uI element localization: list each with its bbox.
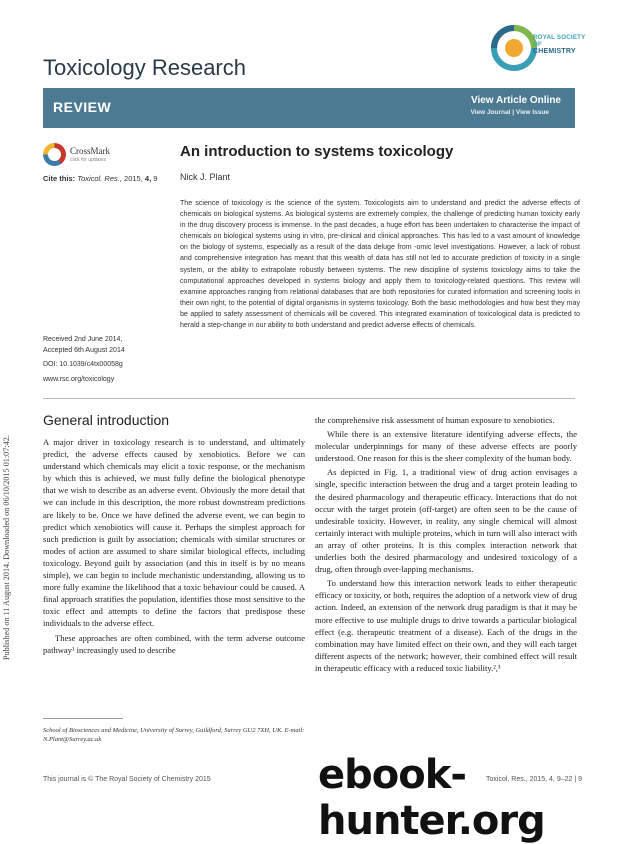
- paragraph: These approaches are often combined, with the term adverse outcome pathway¹ increasingly used to describe: [43, 632, 305, 655]
- article-title: An introduction to systems toxicology: [180, 143, 454, 160]
- author-name: Nick J. Plant: [180, 172, 231, 182]
- crossmark-sublabel: click for updates: [70, 157, 107, 163]
- accepted-date: Accepted 6th August 2014: [43, 346, 125, 354]
- article-type-label: REVIEW: [53, 99, 112, 115]
- watermark: ebook-hunter.org: [318, 752, 545, 844]
- paragraph: To understand how this interaction network leads to either therapeutic efficacy or toxicity, or both, requires the adoption of a network view of drug action. Indeed, an extension of the network drug paradigm is that it may be more effective to use multiple drugs to drive towards a particular biological effect (e.g. therapeutic treatment of a disease). Each of the drugs in the combination may have limited effect on their own, and they will each target different aspects of the network; however, their combined effect will result in therapeutic efficacy with a reduced toxic liability.²,³: [315, 578, 577, 673]
- section-heading: General introduction: [43, 412, 170, 428]
- doi[interactable]: DOI: 10.1039/c4tx00058g: [43, 361, 123, 368]
- footer-copyright: This journal is © The Royal Society of Chemistry 2015: [43, 776, 211, 783]
- paragraph: the comprehensive risk assessment of human exposure to xenobiotics.: [315, 415, 555, 425]
- section-divider: [43, 398, 575, 399]
- journal-title: Toxicology Research: [43, 55, 246, 80]
- view-issue-link[interactable]: View Issue: [515, 109, 549, 116]
- paragraph: While there is an extensive literature identifying adverse effects, the molecular underpinnings for many of these adverse effects are poorly understood. One reason for this is the sheer complexity of the human body.: [315, 429, 577, 464]
- footnote-rule: [43, 718, 123, 719]
- footer-page-info: Toxicol. Res., 2015, 4, 9–22 | 9: [486, 776, 582, 783]
- paragraph: A major driver in toxicology research is to understand, and ultimately predict, the adverse effects caused by xenobiotics. Before we can understand which chemicals may elicit a toxic response, or the mechanism by which this is achieved, we must fully define the biological phenotype that we wish to describe as an adverse event. Obviously the more detail that we can include in this description, the more robust downstream predictions are likely to be. Once we have defined the adverse event, we can begin to predict which xenobiotics will cause it. Perhaps the simplest approach for such prediction is guilt by association; chemicals with similar structures or modes of action are assumed to share similar biological effects, including toxicology. Beyond guilt by association (and this in itself is by no means simple), we can begin to include mechanistic understanding, allowing us to more fully examine the likelihood that a toxic behaviour could be caused. A final approach stratifies the population, identifies those most sensitive to the toxic effect and attempts to define the factors that predispose these individuals to the adverse effect.: [43, 437, 305, 629]
- rsc-logo-text: ROYAL SOCIETY OF CHEMISTRY: [533, 34, 586, 55]
- abstract: The science of toxicology is the science of the system. Toxicologists aim to understand and predict the adverse effects of chemicals on biological systems. As biological systems are extremely complex, the challenge of predicting human toxicity early in the drug discovery process is immense. In the past decades, a huge effort has been undertaken to characterise the impact of chemicals on biological systems using in vitro, pre-clinical and clinical approaches. This has led to a vast amount of knowledge on the biology of systems, especially as a result of the data deluge from -omic level investigations. However, a lack of robust and comprehensive integration has meant that this wealth of data has still not led to accurate prediction of toxicity in a single system, or the ability to extrapolate robustly between systems. The new discipline of systems toxicology aims to take the computational approaches developed in systems biology and apply them to toxicology-related questions. This review will examine approaches ranging from relational databases that are both repositories for curated information and screening tools in their own right, to the potential of digital organisms in systems toxicology. Both the basic methodologies and how best they may be applied to safety assessment of chemicals will be covered. This integrated examination of toxicological data is predicted to herald a step-change in our ability to both understand and predict adverse effects of chemicals.: [180, 200, 580, 330]
- crossmark-label: CrossMark: [70, 146, 110, 156]
- article-meta: [43, 335, 168, 385]
- view-links: [470, 109, 549, 116]
- article-type-banner: [43, 88, 575, 128]
- author-affiliation: School of Biosciences and Medicine, University of Surrey, Guildford, Surrey GU2 7XH, UK. E-mail: N.Plant@Surrey.ac.uk: [43, 727, 305, 743]
- view-journal-link[interactable]: View Journal: [470, 109, 511, 116]
- journal-url[interactable]: www.rsc.org/toxicology: [43, 375, 115, 383]
- link-separator: |: [512, 109, 515, 116]
- received-date: Received 2nd June 2014,: [43, 336, 123, 343]
- paragraph: As depicted in Fig. 1, a traditional view of drug action envisages a single, specific interaction between the drug and a target protein leading to the desired pharmacology and therapeutic efficacy. Interactions that do not occur with the target protein (off-target) are often seen to be the cause of undesirable toxicity. However, in reality, any single chemical will almost certainly interact with multiple proteins, which in turn will also interact with an array of other proteins. It is this complex interaction network that underlies both the desired pharmacology and undesired toxicology of a drug, often through over-lapping mechanisms.: [315, 467, 577, 575]
- view-article-online-link[interactable]: View Article Online: [470, 95, 561, 106]
- crossmark-button[interactable]: [43, 143, 133, 167]
- crossmark-icon: [43, 143, 66, 166]
- download-stamp: Published on 11 August 2014. Downloaded on 06/10/2015 01:07:42.: [2, 435, 11, 660]
- left-column: [43, 436, 305, 658]
- right-column: [315, 414, 577, 676]
- citation: Cite this: Toxicol. Res., 2015, 4, 9: [43, 174, 158, 183]
